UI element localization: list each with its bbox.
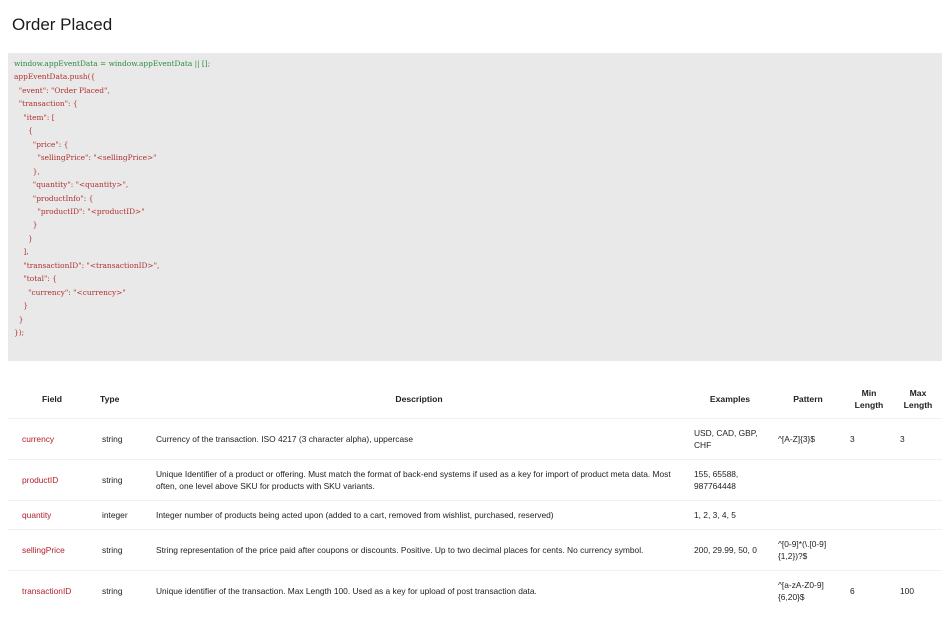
code-line: "currency": "<currency>"	[14, 287, 126, 297]
fields-table	[8, 380, 942, 611]
code-line: "price": {	[14, 139, 69, 149]
code-line: "event": "Order Placed",	[14, 85, 110, 95]
field-examples: 200, 29.99, 50, 0	[688, 530, 772, 571]
field-type: string	[96, 571, 150, 612]
table-row	[8, 501, 942, 530]
field-examples: 1, 2, 3, 4, 5	[688, 501, 772, 530]
code-line: "transactionID": "<transactionID>",	[14, 260, 160, 270]
field-pattern: ^[A-Z]{3}$	[772, 419, 844, 460]
field-description: String representation of the price paid after coupons or discounts. Positive. Up to two decimal places for cents. No currency symbol.	[150, 530, 688, 571]
field-min-length	[844, 530, 894, 571]
field-name: sellingPrice	[8, 530, 96, 571]
field-description: Integer number of products being acted upon (added to a cart, removed from wishlist, purchased, reserved)	[150, 501, 688, 530]
header-description: Description	[395, 394, 443, 404]
field-min-length	[844, 460, 894, 501]
table-row	[8, 530, 942, 571]
field-description: Unique identifier of the transaction. Max Length 100. Used as a key for upload of post transaction data.	[150, 571, 688, 612]
field-examples: USD, CAD, GBP, CHF	[688, 419, 772, 460]
code-line: });	[14, 328, 25, 338]
code-line: window.appEventData = window.appEventData || [];	[14, 59, 211, 68]
field-pattern: ^[0-9]*(\.[0-9]{1,2})?$	[772, 530, 844, 571]
field-examples	[688, 571, 772, 612]
field-pattern	[772, 460, 844, 501]
code-line: "transaction": {	[14, 99, 78, 109]
code-line: "item": [	[14, 112, 55, 122]
field-type: integer	[96, 501, 150, 530]
header-max-length: Max Length	[903, 388, 933, 410]
code-line: }	[14, 233, 33, 243]
header-type: Type	[100, 394, 120, 404]
field-pattern	[772, 501, 844, 530]
code-line: },	[14, 166, 40, 176]
field-name: transactionID	[8, 571, 96, 612]
field-type: string	[96, 530, 150, 571]
code-line: "total": {	[14, 274, 57, 284]
field-max-length: 3	[894, 419, 942, 460]
field-max-length	[894, 460, 942, 501]
field-description: Unique Identifier of a product or offering. Must match the format of back-end systems if used as a key for import of product meta data. Most often, one level above SKU for products with SKU variants.	[150, 460, 688, 501]
field-pattern: ^[a-zA-Z0-9]{6,20}$	[772, 571, 844, 612]
code-line: "sellingPrice": "<sellingPrice>"	[14, 153, 157, 163]
field-examples: 155, 65588, 987764448	[688, 460, 772, 501]
field-name: currency	[8, 419, 96, 460]
header-pattern: Pattern	[793, 394, 823, 404]
code-line: {	[14, 126, 33, 136]
code-line: appEventData.push({	[14, 72, 96, 82]
page-title: Order Placed	[12, 15, 113, 34]
field-min-length: 3	[844, 419, 894, 460]
table-header-row	[8, 380, 942, 419]
field-name: quantity	[8, 501, 96, 530]
code-line: }	[14, 314, 24, 324]
header-min-length: Min Length	[854, 388, 884, 410]
field-max-length: 100	[894, 571, 942, 612]
table-row	[8, 571, 942, 612]
field-type: string	[96, 460, 150, 501]
code-line: "quantity": "<quantity>",	[14, 180, 129, 190]
field-max-length	[894, 530, 942, 571]
code-line: }	[14, 220, 38, 230]
field-description: Currency of the transaction. ISO 4217 (3 character alpha), uppercase	[150, 419, 688, 460]
code-line: "productInfo": {	[14, 193, 94, 203]
field-min-length	[844, 501, 894, 530]
header-field: Field	[41, 394, 63, 404]
table-row	[8, 419, 942, 460]
field-type: string	[96, 419, 150, 460]
code-line: }	[14, 301, 29, 311]
code-block	[8, 53, 942, 361]
header-examples: Examples	[709, 394, 751, 404]
code-line: "productID": "<productID>"	[14, 206, 145, 216]
code-line: ],	[14, 247, 29, 257]
field-name: productID	[8, 460, 96, 501]
field-min-length: 6	[844, 571, 894, 612]
table-row	[8, 460, 942, 501]
field-max-length	[894, 501, 942, 530]
